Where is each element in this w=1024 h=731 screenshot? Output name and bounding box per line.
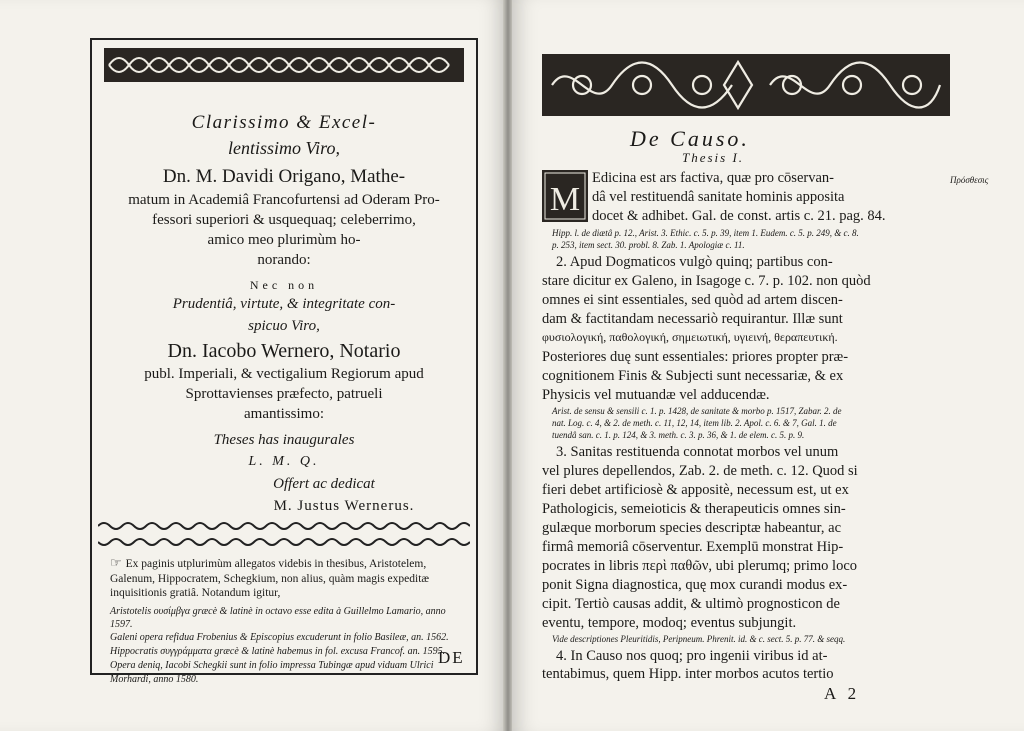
para1-line-3: docet & adhibet. Gal. de const. artis c. 21. pag. 84.: [592, 208, 886, 224]
dedication-line-12: publ. Imperiali, & vectigalium Regiorum apud: [144, 366, 424, 382]
dedication-frame: [90, 38, 478, 685]
para4-line-2: tentabimus, quem Hipp. inter morbos acutos tertio: [542, 666, 834, 682]
margin-note: Πρόσθεσις: [950, 175, 989, 185]
para1-ref-1: Hipp. l. de diætâ p. 12., Arist. 3. Ethic. c. 5. p. 39, item 1. Eudem. c. 5. p. 249, & c. 8.: [552, 228, 859, 238]
ornament-band-icon: [104, 48, 464, 82]
para1-line-2: dâ vel restituendâ sanitate hominis apposita: [592, 189, 845, 205]
para2-ref-3: tuendâ san. c. 1. p. 124, & 3. meth. c. 3. p. 36, & 1. de elem. c. 5. p. 9.: [552, 430, 805, 440]
edition-note-4: Opera deniq, Iacobi Schegkii sunt in folio impressa Tubingæ apud viduam Ulrici: [110, 660, 434, 671]
para2-line-7: cognitionem Finis & Subjecti sunt necessariæ, & ex: [542, 368, 844, 384]
para1-line-1: Edicina est ars factiva, quæ pro cōservan-: [592, 170, 834, 186]
dedication-line-3: Dn. M. Davidi Origano, Mathe-: [162, 166, 406, 187]
dedication-line-14: amantissimo:: [244, 406, 324, 422]
para3-line-4: Pathologicis, semeioticis & therapeuticis omnes sin-: [542, 501, 846, 517]
reader-note: [110, 556, 466, 601]
edition-note-5: Morhardi, anno 1580.: [110, 674, 199, 685]
dedication-line-8: Nec non: [249, 278, 319, 292]
dedication-line-7: norando:: [257, 252, 311, 268]
para3-line-8: ponit Signa diagnostica, quę mox curandi modus ex-: [542, 577, 848, 593]
dedication-line-6: amico meo plurimùm ho-: [207, 232, 361, 248]
right-page: [512, 0, 1024, 731]
dedication-line-10: spicuo Viro,: [248, 318, 320, 334]
thesis-label: Thesis I.: [682, 150, 745, 165]
para3-line-6: firmâ memoriâ cōserventur. Exemplū monstrat Hip-: [542, 539, 844, 555]
para2-line-6: Posteriores duę sunt essentiales: priores propter præ-: [542, 349, 849, 365]
para3-line-2: vel plures depellendos, Zab. 2. de meth. c. 12. Quod si: [542, 463, 858, 479]
para3-line-1: 3. Sanitas restituenda connotat morbos vel unum: [556, 444, 839, 460]
para3-line-3: fieri debet artificiosè & appositè, necessum est, ut ex: [542, 482, 849, 498]
signature-mark: A 2: [824, 684, 861, 703]
reader-note-text: Ex paginis utplurimùm allegatos videbis in thesibus, Aristotelem, Galenum, Hippocratem, Schegkium, non alius, quàm magis expeditæ inquisitionis gratiâ. Notandum igitur,: [110, 558, 430, 599]
para2-line-2: stare dicitur ex Galeno, in Isagoge c. 7. p. 102. non quòd: [542, 273, 871, 289]
dedication-line-15: Theses has inaugurales: [213, 432, 355, 448]
para3-ref: Vide descriptiones Pleuritidis, Peripneum. Phrenit. id. & c. sect. 5. p. 77. & seqq.: [552, 634, 846, 644]
para2-line-3: omnes ei sint essentiales, sed quòd ad artem discen-: [542, 292, 843, 308]
para4-line-1: 4. In Causo nos quoq; pro ingenii viribus id at-: [556, 648, 828, 664]
para2-line-4: dam & factitandam necessariò requirantur. Illæ sunt: [542, 311, 843, 327]
para2-line-1: 2. Apud Dogmaticos vulgò quinq; partibus con-: [556, 254, 833, 270]
para3-line-7: pocrates in libris περὶ παθῶν, ubi plerumq; primo loco: [542, 558, 858, 574]
para2-line-8: Physicis vel mutuandæ vel adducendæ.: [542, 387, 770, 403]
para3-line-9: cipit. Tertiò causas addit, & ultimò prognosticon de: [542, 596, 840, 612]
dedication-line-9: Prudentiâ, virtute, & integritate con-: [172, 296, 396, 312]
dedication-line-4: matum in Academiâ Francofurtensi ad Oderam Pro-: [128, 192, 440, 208]
para1-ref-2: p. 253, item sect. 30. probl. 8. Zab. 1. Apologiæ c. 11.: [552, 240, 745, 250]
para2-ref-2: nat. Log. c. 4, & 2. de meth. c. 11, 12, 14, item lib. 2. Apol. c. 6. & 7, Gal. 1. de: [552, 418, 837, 428]
dedication-line-5: fessori superiori & usquequaq; celeberrimo,: [152, 212, 416, 228]
para2-line-5: φυσιολογική, παθολογική, σημειωτική, υγιεινή, θεραπευτική.: [542, 330, 838, 344]
catchword: DE: [438, 648, 465, 667]
left-page: [0, 0, 506, 731]
dedication-signature: M. Justus Wernerus.: [273, 498, 415, 514]
headpiece-ornament-icon: [542, 54, 950, 116]
wave-border-icon: [98, 520, 470, 532]
edition-note-2: Galeni opera refidua Frobenius & Episcopius excuderunt in folio Basileæ, an. 1562.: [110, 632, 449, 643]
para2-ref-1: Arist. de sensu & sensili c. 1. p. 1428, de sanitate & morbo p. 1517, Zabar. 2. de: [552, 406, 842, 416]
section-title: De Causo.: [630, 126, 750, 151]
dedication-line-11: Dn. Iacobo Wernero, Notario: [167, 340, 401, 362]
pointing-hand-icon: ☞: [110, 555, 122, 570]
edition-note-3: Hippocratis συγγράμματα græcè & latinè habemus in fol. excusa Francof. an. 1595.: [110, 646, 446, 657]
svg-text:M: M: [549, 181, 581, 218]
dedication-line-17: Offert ac dedicat: [273, 476, 375, 492]
dedication-line-2: lentissimo Viro,: [228, 138, 340, 158]
dedication-line-16: L. M. Q.: [248, 454, 320, 469]
dedication-line-13: Sprottavienses præfecto, patrueli: [185, 386, 383, 402]
para3-line-10: eventu, tempore, modoq; eventus subjungit.: [542, 615, 797, 631]
edition-note-1: Aristotelis ουσίμβγα græcè & latinè in octavo esse edita à Guillelmo Lamario, anno 1597.: [110, 606, 446, 630]
dedication-line-1: Clarissimo & Excel-: [191, 112, 377, 133]
drop-cap-m-icon: [542, 170, 588, 222]
wave-border-icon: [98, 536, 470, 548]
para3-line-5: gulæque morborum species descriptæ habeantur, ac: [542, 520, 841, 536]
